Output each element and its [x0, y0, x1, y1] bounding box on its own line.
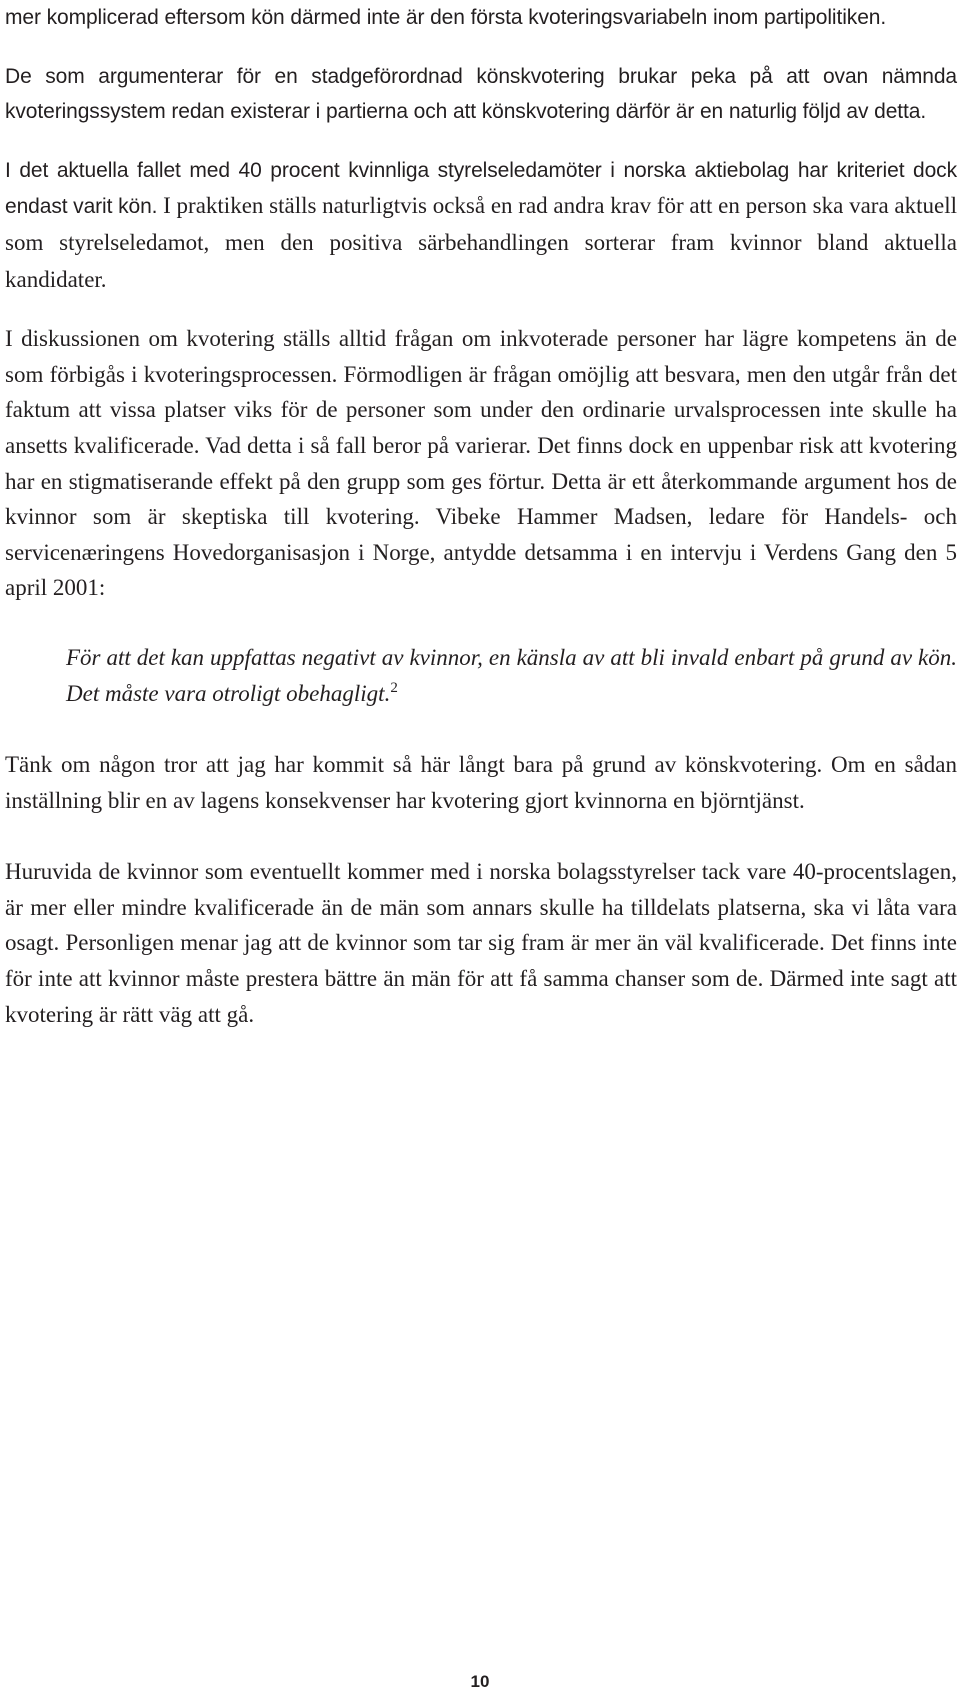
paragraph-3-rest: I praktiken ställs naturligtvis också en rad andra krav för att en person ska vara aktuell som styrelseledamot, men den positiva särbehandlingen sorterar fram kvinnor bland aktuella kandidater.: [5, 193, 957, 292]
quote-text: För att det kan uppfattas negativt av kvinnor, en känsla av att bli invald enbart på grund av kön. Det måste vara otroligt obehagligt.: [66, 644, 957, 706]
paragraph-5: Tänk om någon tror att jag har kommit så här långt bara på grund av könskvotering. Om en sådan inställning blir en av lagens konsekvenser har kvotering gjort kvinnorna en björntjänst.: [5, 752, 957, 813]
paragraph-6: Huruvida de kvinnor som eventuellt kommer med i norska bolagsstyrelser tack vare 40-procentslagen, är mer eller mindre kvalificerade än de män som annars skulle ha tilldelats platserna, ska vi låta vara osagt. Personligen menar jag att de kvinnor som tar sig fram är mer än väl kvalificerade. Det finns inte för inte att kvinnor måste prestera bättre än män för att få samma chanser som de. Därmed inte sagt att kvotering är rätt väg att gå.: [5, 859, 957, 1027]
block-quote: [66, 640, 957, 711]
document-body: [5, 0, 957, 1032]
paragraph-3: [5, 153, 957, 298]
paragraph-1: mer komplicerad eftersom kön därmed inte är den första kvoteringsvariabeln inom partipolitiken.: [5, 6, 887, 29]
paragraph-2: De som argumenterar för en stadgeförordnad könskvotering brukar peka på att ovan nämnda kvoteringssystem redan existerar i partierna och att könskvotering därför är en naturlig följd av detta.: [5, 64, 957, 124]
paragraph-3-lead: I det aktuella fallet med 40 procent kvinnliga styrelseledamöter i norska aktiebolag har kriteriet dock endast varit kön.: [5, 158, 957, 219]
page-number: 10: [470, 1672, 490, 1691]
paragraph-4: I diskussionen om kvotering ställs alltid frågan om inkvoterade personer har lägre kompetens än de som förbigås i kvoteringsprocessen. Förmodligen är frågan omöjlig att besvara, men den utgår från det faktum att vissa platser viks för de personer som under den ordinarie urvalsprocessen inte skulle ha ansetts kvalificerade. Vad detta i så fall beror på varierar. Det finns dock en uppenbar risk att kvotering har en stigmatiserande effekt på den grupp som ges förtur. Detta är ett återkommande argument hos de kvinnor som är skeptiska till kvotering. Vibeke Hammer Madsen, ledare för Handels- och servicenæringens Hovedorganisasjon i Norge, antydde detsamma i en intervju i Verdens Gang den 5 april 2001:: [5, 326, 957, 601]
footnote-reference: 2: [390, 679, 398, 696]
